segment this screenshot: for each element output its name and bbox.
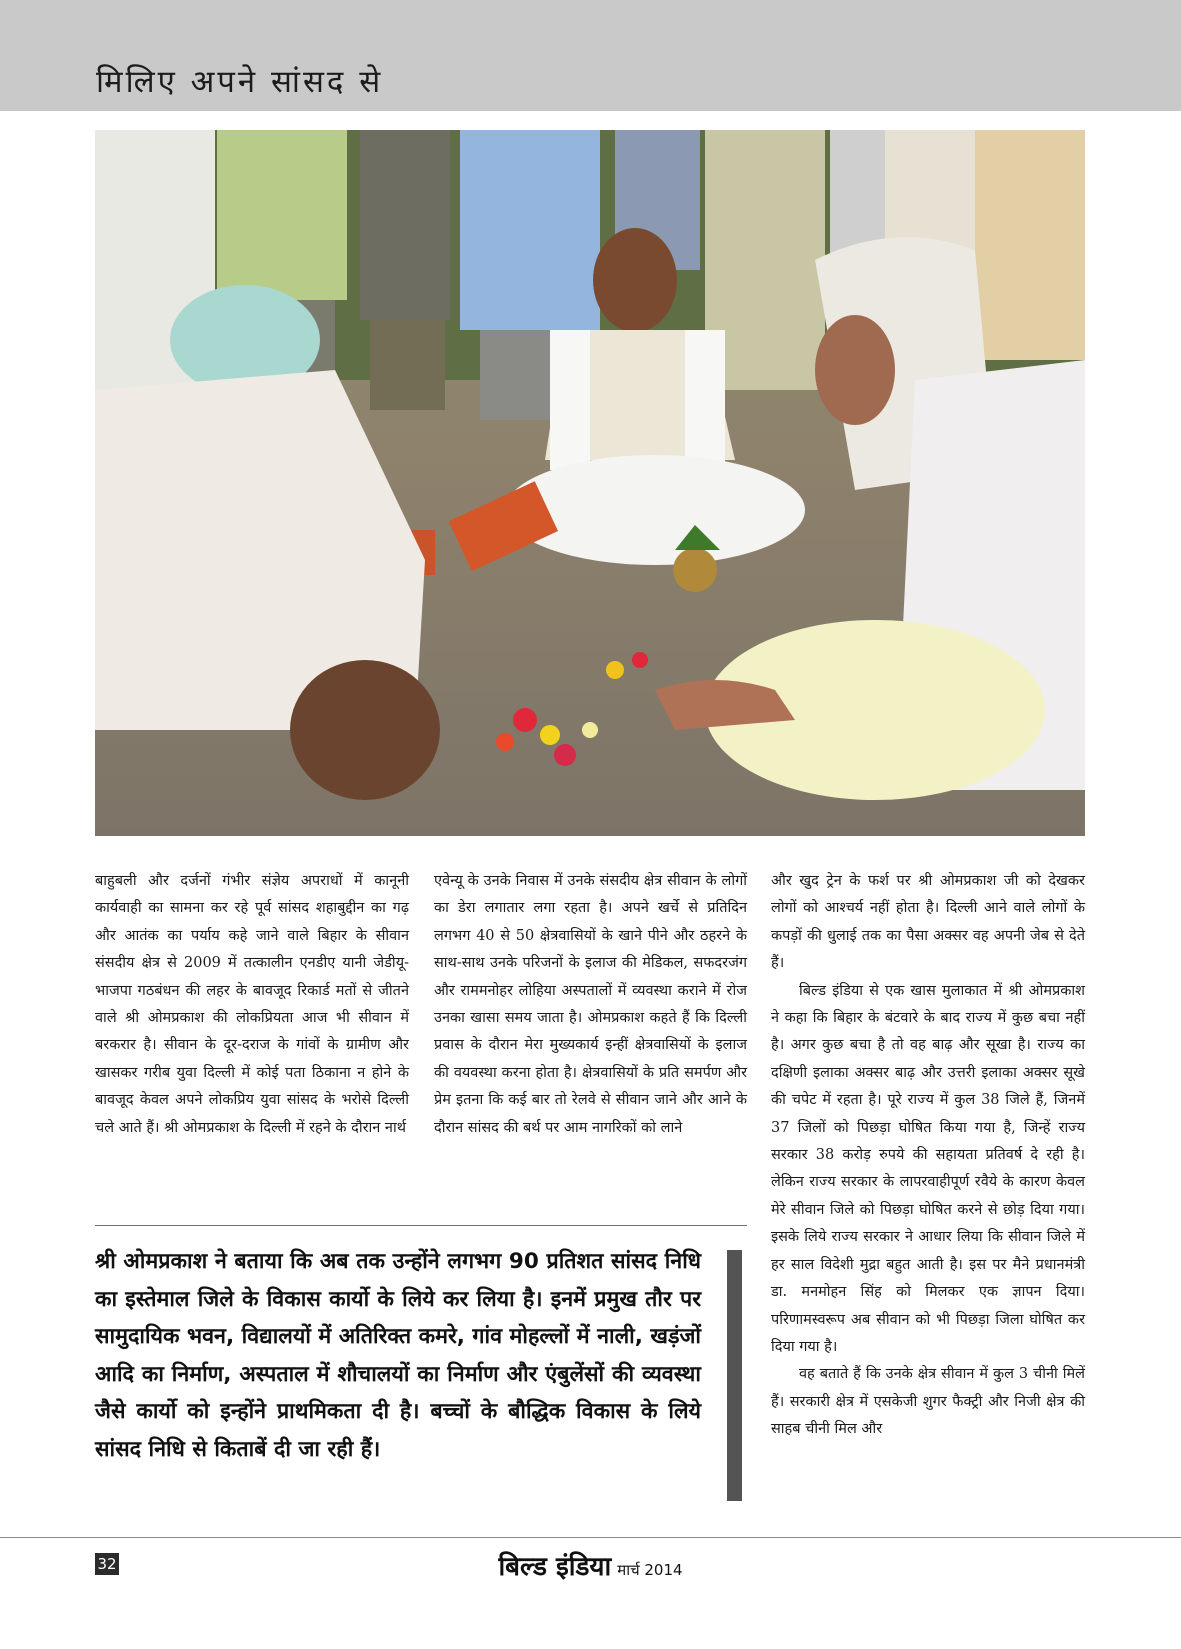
article-paragraph: एवेन्यू के उनके निवास में उनके संसदीय क्षेत्र सीवान के लोगों का डेरा लगातार लगा रहता है। अपने खर्चे से प्रतिदिन लगभग 40 से 50 क्षेत्रवासियों के खाने पीने और ठहरने के साथ-साथ उनके परिजनों के इलाज की मेडिकल, सफदरजंग और राममनोहर लोहिया अस्पतालों में व्यवस्था कराने में रोज उनका खासा समय जाता है। ओमप्रकाश कहते हैं कि दिल्ली प्रवास के दौरान मेरा मुख्यकार्य इन्हीं क्षेत्रवासियों के इलाज की वयवस्था करना होता है। क्षेत्रवासियों के प्रति समर्पण और प्रेम इतना कि कई बार तो रेलवे से सीवान जाने और आने के दौरान सांसद की बर्थ पर आम नागरिकों को लाने — [434, 873, 747, 1136]
article-paragraph: बिल्ड इंडिया से एक खास मुलाकात में श्री ओमप्रकाश ने कहा कि बिहार के बंटवारे के बाद राज्य में कुछ बचा नहीं है। अगर कुछ बचा है तो वह बाढ़ और सूखा है। राज्य का दक्षिणी इलाका अक्सर बाढ़ और उत्तरी इलाका अक्सर सूखे की चपेट में रहता है। पूरे राज्य में कुल 38 जिले हैं, जिनमें 37 जिलों को पिछड़ा घोषित किया गया है, जिन्हें राज्य सरकार 38 करोड़ रुपये की सहायता प्रतिवर्ष दे रही है। लेकिन राज्य सरकार के लापरवाहीपूर्ण रवैये के कारण केवल मेरे सीवान जिले को पिछड़ा घोषित करने से छोड़ दिया गया। इसके लिये राज्य सरकार ने आधार लिया कि सीवान जिले में हर साल विदेशी मुद्रा बहुत आती है। इस पर मैने प्रधानमंत्री डा. मनमोहन सिंह को मिलकर एक ज्ञापन दिया। परिणामस्वरूप अब सीवान को भी पिछड़ा जिला घोषित कर दिया गया है। — [771, 982, 1085, 1355]
article-column-1 — [95, 868, 409, 1142]
article-paragraph: और खुद ट्रेन के फर्श पर श्री ओमप्रकाश जी को देखकर लोगों को आश्चर्य नहीं होता है। दिल्ली आने वाले लोगों के कपड़ों की धुलाई तक का पैसा अक्सर वह अपनी जेब से देते हैं। — [771, 873, 1085, 972]
footer-rule — [0, 1537, 1181, 1538]
ceremony-photo-illustration — [95, 130, 1085, 836]
article-column-3 — [771, 868, 1085, 1444]
magazine-name: बिल्ड इंडिया — [498, 1552, 612, 1582]
feature-photo — [95, 130, 1085, 836]
article-column-2 — [434, 868, 747, 1142]
section-title: मिलिए अपने सांसद से — [96, 64, 384, 100]
footer-masthead — [0, 1547, 1181, 1583]
article-paragraph: वह बताते हैं कि उनके क्षेत्र सीवान में कुल 3 चीनी मिलें हैं। सरकारी क्षेत्र में एसकेजी शुगर फैक्ट्री और निजी क्षेत्र की साहब चीनी मिल और — [771, 1366, 1085, 1438]
page-number: 32 — [95, 1553, 119, 1575]
pull-quote: श्री ओमप्रकाश ने बताया कि अब तक उन्होंने लगभग 90 प्रतिशत सांसद निधि का इस्तेमाल जिले के विकास कार्यो के लिये कर लिया है। इनमें प्रमुख तौर पर सामुदायिक भवन, विद्यालयों में अतिरिक्त कमरे, गांव मोहल्लों में नाली, खड़ंजों आदि का निर्माण, अस्पताल में शौचालयों का निर्माण और एंबुलेंसों की व्यवस्था जैसे कार्यो को इन्होंने प्राथमिकता दी है। बच्चों के बौद्धिक विकास के लिये सांसद निधि से किताबें दी जा रही हैं। — [95, 1249, 701, 1462]
issue-date: मार्च 2014 — [617, 1561, 683, 1579]
pull-quote-divider — [95, 1225, 747, 1226]
article-paragraph: बाहुबली और दर्जनों गंभीर संज्ञेय अपराधों में कानूनी कार्यवाही का सामना कर रहे पूर्व सांसद शहाबुद्दीन का गढ़ और आतंक का पर्याय कहे जाने वाले बिहार के सीवान संसदीय क्षेत्र से 2009 में तत्कालीन एनडीए यानी जेडीयू-भाजपा गठबंधन की लहर के बावजूद रिकार्ड मतों से जीतने वाले श्री ओमप्रकाश की लोकप्रियता आज भी सीवान में बरकरार है। सीवान के दूर-दराज के गांवों के ग्रामीण और खासकर गरीब युवा दिल्ली में कोई पता ठिकाना न होने के बावजूद केवल अपने लोकप्रिय युवा सांसद के भरोसे दिल्ली चले आते हैं। श्री ओमप्रकाश के दिल्ली में रहने के दौरान नार्थ — [95, 873, 409, 1136]
pull-quote-bar — [727, 1250, 742, 1501]
